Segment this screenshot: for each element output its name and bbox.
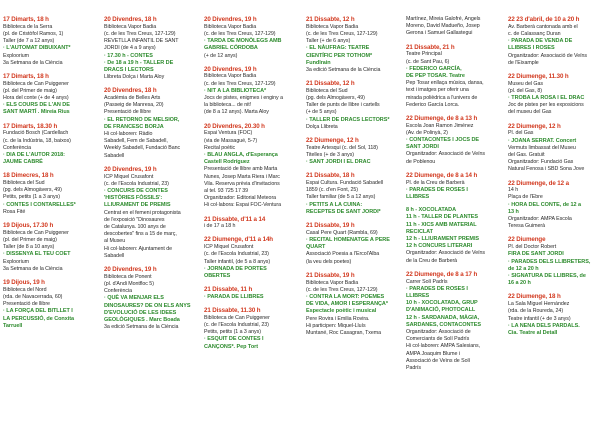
event-detail: (c. de l'Escola Industrial, 23)	[204, 322, 269, 329]
event-note: mirada polièdrica a l'univers de	[406, 94, 478, 101]
event-detail: JORDI (de 4 a 9 anys)	[104, 45, 156, 52]
event-title: Espectacle poètic i musical	[306, 308, 377, 315]
event-title: 12 h - SARDANADA, MÀGIA,	[406, 314, 480, 321]
event-date: 20 Divendres, 20.30 h	[204, 122, 265, 130]
event-date: 22 Diumenge, de 12 a	[508, 179, 569, 187]
agenda-column	[100, 16, 200, 416]
event-detail: Pl. del Gas	[508, 130, 534, 137]
event-note: Exploorium	[3, 52, 29, 59]
event-detail: Escola Joan Ramon Jiménez	[406, 122, 474, 129]
event-note: de l'exposició "Dinosaures	[104, 216, 165, 223]
event-date: 19 Dijous, 17.30 h	[3, 222, 54, 230]
event-detail: Presentació de llibre	[3, 301, 50, 308]
event-detail: (rda. de Navacerrada, 60)	[3, 293, 63, 300]
event-date: 22 Diumenge, 12 h	[306, 137, 359, 145]
event-detail: (c. de la Indústria, 18, baixos)	[3, 137, 71, 144]
event-detail: Fundació Bosch (Cardellach	[3, 130, 69, 137]
event-date: 22 Diumenge, 12 h	[508, 122, 561, 130]
event-entry	[204, 66, 298, 117]
event-note: Weekly Sabadell, Fundació Banc	[104, 145, 181, 152]
event-title: LLIBRES	[406, 292, 430, 299]
event-detail: Petits, petits (1 a 3 anys)	[204, 329, 261, 336]
event-note: al tel. 93 725 17 39	[204, 187, 249, 194]
event-detail: (via de Massagué, 5-7)	[204, 137, 258, 144]
event-title: · DIA DE L'AUTOR 2018:	[3, 151, 65, 158]
event-entry	[406, 44, 500, 109]
event-note: Vila. Reserva prèvia d'invitacions	[204, 180, 280, 187]
event-entry	[3, 123, 96, 167]
event-title: · HORA DEL CONTE, de 12 a	[508, 201, 582, 208]
event-title: SANT MARTÍ . Mireia Rius	[3, 109, 70, 116]
event-date: 18 Dimecres, 18 h	[3, 172, 54, 180]
event-entry	[406, 115, 500, 166]
event-date: 19 Dijous, 19 h	[3, 279, 45, 286]
event-note: Centrat en el femeni protagonista	[104, 209, 181, 216]
event-title: · JOANA SERRAT. Concert	[508, 137, 577, 144]
event-detail: Conferència	[3, 144, 32, 151]
event-entry	[406, 271, 500, 372]
event-entry	[3, 172, 96, 216]
event-title: · SANT JORDI I EL DRAC	[306, 159, 371, 166]
event-entry	[406, 207, 500, 265]
event-date: 17 Dimarts, 18 h	[3, 16, 49, 23]
event-detail: (rda. de la Roureda, 24)	[508, 308, 564, 315]
event-detail: Teatre infantil (+ de 3 anys)	[508, 315, 571, 322]
event-note: Hi participen: Miquel-Lluís	[306, 322, 366, 329]
event-title: DE VIDA, AMOR I ESPERANÇA*	[306, 301, 388, 308]
event-note: Organitzador: Fundació Gas	[508, 159, 574, 166]
event-entry	[508, 73, 596, 117]
event-detail: (c. de l'Escola Industrial, 23)	[204, 251, 269, 258]
event-date: 22 Diumenge, 18 h	[508, 293, 561, 301]
event-detail: (c. de les Tres Creus, 127-129)	[306, 286, 378, 293]
event-entry	[508, 180, 596, 231]
event-title: GEOLÒGIQUES . Marc Boada	[104, 316, 180, 323]
event-detail: Biblioteca de Can Puiggener	[204, 314, 270, 321]
event-note: Exploorium	[3, 258, 29, 265]
event-entry	[3, 16, 96, 67]
event-detail: Biblioteca Vapor Badia	[306, 23, 359, 30]
event-title: · RECITAL HOMENATGE A PERE	[306, 236, 390, 243]
event-note: Martínez, Mireia Galofré, Àngels	[406, 16, 481, 22]
event-note: 3a Setmana de la Ciència	[3, 59, 63, 66]
event-entry	[306, 137, 398, 166]
event-date: 20 Divendres, 19 h	[204, 16, 257, 23]
event-title: 'HISTÒRIES FÒSSILS':	[104, 195, 163, 202]
event-entry	[306, 16, 398, 74]
event-title: D'ANIMACIÓ, PHOTOCALL	[406, 307, 476, 314]
event-detail: Taller (de 7 a 12 anys)	[3, 38, 55, 45]
event-detail: Taller de punts de llibre i cartells	[306, 102, 380, 109]
event-title: · PARADES DE ROSES I	[406, 285, 468, 292]
event-note: Organitzador: Associació de Veïns	[508, 52, 588, 59]
event-date: 20 Divendres, 18 h	[104, 16, 157, 23]
event-note: Teresa Guimerà	[508, 223, 545, 230]
event-note: Moreno, David Madueño, Josep	[406, 23, 480, 30]
event-date: 20 Divendres, 18 h	[104, 87, 157, 95]
event-note: la biblioteca... de nit!	[204, 102, 252, 109]
event-title: LA PERCUSSIÓ, de Conxita	[3, 315, 75, 322]
event-note: Jocs de pistes, enigmes i enginy a	[204, 95, 283, 102]
event-entry	[204, 123, 298, 210]
event-detail: Taller (+ de 6 anys)	[306, 38, 351, 45]
event-note: del museu del Gas	[508, 109, 552, 116]
event-entry	[406, 16, 500, 38]
event-title: LLIURAMENT DE PREMIS	[104, 202, 171, 209]
event-detail: Biblioteca del Sud	[3, 180, 45, 187]
event-detail: (c. de les Tres Creus, 127-129)	[104, 30, 176, 37]
event-date: 22 Diumenge, de 8 a 13 h	[406, 114, 478, 122]
event-detail: ICP Miquel Crusafont	[204, 244, 254, 251]
event-note: Associació de Veïns de Solí	[406, 357, 471, 364]
event-detail: Petits, petits (1 a 3 anys)	[3, 194, 60, 201]
event-entry	[3, 222, 96, 273]
agenda-column	[0, 16, 100, 416]
event-entry	[306, 272, 398, 337]
event-title: · PETITS A LA CUINA:	[306, 201, 363, 208]
event-title: 11 h - TALLER DE PLANTES	[406, 214, 479, 221]
event-title: · BLAU ANGLA, d'Esperança	[204, 151, 278, 158]
event-title: · TROBA LA ROSA I EL DRAC	[508, 95, 585, 102]
event-detail: Conferència	[104, 288, 133, 295]
event-title: · LA FORÇA DEL BITLLET I	[3, 308, 73, 315]
event-title: RECICLAT	[406, 228, 433, 235]
event-entry	[104, 87, 196, 160]
event-title: D'EVOLUCIÓ DE LES IDEES	[104, 309, 177, 316]
event-note: 3a Setmana de la Ciència	[3, 265, 63, 272]
event-detail: Biblioteca de Can Puiggener	[3, 229, 69, 236]
event-note: de Poblenou	[406, 158, 436, 165]
event-detail: Biblioteca Vapor Badia	[104, 23, 157, 30]
event-note: Pep Tosar enllaça música, dansa,	[406, 80, 484, 87]
event-note: Comerciants de Solí Padrís	[406, 336, 470, 343]
event-date: 22 Diumenge, 11.30 h	[508, 72, 569, 80]
event-title: · 17.30 h - CONTES	[104, 52, 153, 59]
agenda-column	[504, 16, 600, 416]
event-detail: Biblioteca de Can Puiggener	[3, 80, 69, 87]
event-detail: Biblioteca del Sud	[306, 87, 348, 94]
event-entry	[204, 307, 298, 351]
event-title: Fundlrain	[306, 59, 331, 66]
event-date: 22 Diumenge	[508, 236, 546, 244]
event-title: QUART	[306, 244, 326, 251]
event-note: Hi col·laboren: Ràdio	[104, 131, 153, 138]
event-detail: (Passeig de Manresa, 20)	[104, 102, 164, 109]
event-title: · NIT A LA BIBLIOTECA*	[204, 87, 267, 94]
event-date: 21 Dissabte, 19 h	[306, 222, 355, 230]
event-detail: (Av. de Polinyà, 2)	[406, 129, 448, 136]
event-title: 12 h CONCURS LITERARI	[406, 243, 473, 250]
event-title: · EL RETORNO DE MELSIOR,	[104, 116, 180, 123]
event-note: Pere Rovira i Emilia Rovira.	[306, 315, 370, 322]
event-detail: Plaça de l'Ebre	[508, 194, 543, 201]
event-entry	[3, 279, 96, 330]
event-note: Hi col·labora: Espai FOC-Ventura	[204, 202, 282, 209]
event-detail: (pl. del Gas, 8)	[508, 87, 542, 94]
event-entry	[508, 16, 596, 67]
event-title: · PARADA DE VENDA DE	[508, 38, 573, 45]
event-detail: Espai Cultura. Fundació Sabadell	[306, 180, 384, 187]
event-title: Tarruell	[3, 322, 23, 329]
event-note: Padrís	[406, 364, 422, 371]
event-date: 21 Dissabte, 12 h	[306, 80, 355, 88]
event-title: · JORNADA DE PORTES	[204, 265, 267, 272]
event-title: 10 h - XOCOLATADA, GRUP	[406, 300, 478, 307]
event-detail: Carrer Solí Padrís	[406, 278, 448, 285]
event-title: · LA NENA DELS PARDALS.	[508, 322, 580, 329]
event-detail: ICP Miquel Crusafont	[104, 173, 154, 180]
event-detail: (c. de Sant Pau, 6)	[406, 58, 450, 65]
agenda-column	[302, 16, 402, 416]
event-title: · De 18 a 19 h - TALLER DE	[104, 59, 174, 66]
event-note: Organitzador: Associació de	[406, 328, 471, 335]
event-note: Joc de pistes per les exposicions	[508, 102, 584, 109]
event-note: Federico García Lorca.	[406, 101, 460, 108]
event-date: 22 Diumenge, d'11 a 14h	[204, 236, 273, 244]
event-detail: (pl. d'Andi Montfloc 5)	[104, 280, 154, 287]
event-date: 22 Diumenge, de 8 a 14 h	[406, 171, 478, 179]
event-date: 21 Dissabte, 21 h	[406, 43, 455, 51]
event-detail: 14 h	[508, 187, 519, 194]
event-detail: Recital poètic	[204, 144, 236, 151]
event-title: DINOSAURES? DE ON ELS ANYS	[104, 302, 191, 309]
event-detail: Titelles (+ de 3 anys)	[306, 151, 355, 158]
event-title: DRACS I LECTORS	[104, 66, 154, 73]
event-entry	[104, 16, 196, 81]
event-entry	[204, 286, 298, 301]
event-note: (+ de 12 anys)	[204, 52, 238, 59]
event-note: de Catalunya. 100 anys de	[104, 223, 166, 230]
event-title: 12 h - LLIURAMENT PREMIS	[406, 235, 480, 242]
event-note: i de 17 a 18 h	[204, 223, 236, 230]
event-title: Castell Rodríguez	[204, 159, 250, 166]
event-date: 21 Dissabte, 12 h	[306, 16, 355, 23]
event-title: SANT JORDI	[406, 144, 439, 151]
event-title: · CONCURS DE CONTES	[104, 187, 168, 194]
event-entry	[204, 216, 298, 231]
event-title: · CONTES I CONTARELLES*	[3, 201, 76, 208]
event-title: DE FRANCESC BORJA	[104, 123, 164, 130]
event-date: 21 Dissabte, d'11 a 14	[204, 215, 266, 223]
event-title: · SIGNATURA DE LLIBRES, de	[508, 273, 586, 279]
event-detail: (pl. del Primer de maig)	[3, 236, 57, 243]
event-title: OBERTES	[204, 273, 231, 279]
event-detail: Teatre Principal	[406, 51, 442, 58]
event-title: · DISSENYA EL TEU COET	[3, 251, 71, 258]
event-detail: (pg. dels Almogàvers, 49)	[306, 95, 365, 102]
event-title: · CONTRA LA MORT: POEMES	[306, 293, 385, 300]
event-note: Organitzador: Editorial Meteora	[204, 195, 277, 202]
event-detail: Hora del conte (+ de 4 anys)	[3, 95, 69, 102]
event-detail: (pl. del Primer de maig)	[3, 87, 57, 94]
event-note: (de 8 a 12 anys). Marta Aloy	[204, 109, 269, 116]
event-detail: (pg. dels Almogàvers, 49)	[3, 187, 62, 194]
event-entry	[508, 236, 596, 287]
event-note: Hi col·laboren: Ajuntament de	[104, 245, 173, 252]
event-date: 20 Divendres, 19 h	[104, 165, 157, 173]
agenda-column	[402, 16, 504, 416]
event-entry	[204, 236, 298, 280]
event-entry	[306, 172, 398, 216]
event-detail: Pl. del Doctor Robert	[508, 244, 557, 251]
event-title: · EL NÀUFRAG: TEATRE	[306, 45, 370, 52]
event-date: 22 23 d'abril, de 10 a 20 h	[508, 16, 580, 23]
event-detail: (pl. de Cristòfol Ramos, 1)	[3, 30, 64, 37]
event-note: Nunes, Josep Marta Riera i Marc	[204, 173, 280, 180]
event-note: Associació Poesia a l'Ercol'Alba	[306, 251, 380, 258]
event-detail: (c. de l'Escola Industrial, 23)	[104, 180, 169, 187]
event-entry	[306, 80, 398, 131]
event-entry	[104, 266, 196, 331]
event-detail: c. de Calassanç Duran	[508, 30, 561, 37]
event-title: LLIBRES	[406, 193, 430, 200]
event-detail: Acadèmia de Belles Arts	[104, 95, 161, 102]
event-date: 20 Divendres, 19 h	[104, 266, 157, 273]
event-note: Organitzador: Associació de Veïns	[406, 151, 486, 158]
event-detail: Museu del Gas	[508, 80, 543, 87]
event-title: 13 h	[508, 208, 519, 215]
event-date: 20 Divendres, 19 h	[204, 65, 257, 73]
event-date: 21 Dissabte, 11 h	[204, 286, 253, 294]
event-note: Sabadell	[104, 252, 125, 259]
event-title: DE PEP TOSAR. Teatre	[406, 72, 465, 79]
event-detail: Biblioteca Vapor Badia	[204, 23, 257, 30]
event-title: · TALLER DE DRACS LECTORS*	[306, 116, 390, 123]
event-note: 3a edició Setmana de la Ciència	[306, 66, 381, 73]
event-date: 17 Dimarts, 18 h	[3, 72, 49, 80]
event-date: 22 Diumenge, de 8 a 17 h	[406, 270, 478, 278]
event-date: 17 Dimarts, 18.30 h	[3, 122, 58, 130]
event-title: · PARADA DE LLIBRES	[204, 293, 264, 300]
event-title: RECEPTES DE SANT JORDI*	[306, 208, 381, 215]
event-date: 21 Dissabte, 11.30 h	[204, 307, 261, 315]
event-note: Natural Fenosa i SBD Sona Jove	[508, 166, 585, 173]
event-note: de l'Eixample	[508, 59, 539, 66]
event-note: text i imatges per oferir una	[406, 87, 469, 94]
event-date: 21 Dissabte, 19 h	[306, 271, 355, 279]
event-detail: REVETLLA INFANTIL DE SANT	[104, 38, 179, 45]
event-title: · FEDERICO GARCÍA,	[406, 65, 462, 72]
event-detail: Biblioteca del Nord	[3, 286, 47, 293]
event-note: Vermuts limbassat del Museu	[508, 144, 576, 151]
event-title: · PARADES DELS LLIBRETERS,	[508, 258, 591, 265]
agenda-column	[200, 16, 302, 416]
event-note: Organitzador: AMPA Escola	[508, 216, 572, 223]
event-note: Organitzador: Associació de Veïns	[406, 250, 486, 257]
event-title: 8 h - XOCOLATADA	[406, 207, 457, 214]
event-detail: Taller infantil, (de 5 a 8 anys)	[204, 258, 271, 265]
event-note: Rosa Fité	[3, 208, 26, 215]
event-title: JAUME CABRÉ	[3, 159, 43, 166]
event-detail: (c. de les Tres Creus, 127-129)	[204, 80, 276, 87]
event-detail: Taller (de 8 a 10 anys)	[3, 244, 55, 251]
event-note: Hi col·laboren: AMPA Salesians,	[406, 343, 481, 350]
event-entry	[508, 123, 596, 174]
event-note: Presentació de llibre amb Marta	[204, 166, 278, 173]
event-note: Llibreta Dolça i Marta Aloy	[104, 74, 165, 81]
event-note: al Museu	[104, 238, 126, 245]
event-detail: La Sala Miguel Hernández	[508, 301, 570, 308]
event-title: SARDANES, CONTACONTES	[406, 321, 481, 328]
event-note: Sabadell	[104, 152, 125, 159]
event-title: LLIBRES I ROSES	[508, 45, 555, 52]
event-detail: Biblioteca de Ponent	[104, 273, 152, 280]
event-title: 11 h - XICS AMB MATERIAL	[406, 221, 477, 228]
event-entry	[204, 16, 298, 60]
event-title: FIRA DE SANT JORDI	[508, 251, 564, 258]
event-entry	[508, 293, 596, 337]
event-note: 3a edició Setmana de la Ciència	[104, 324, 179, 331]
event-title: GABRIEL CÓRDOBA	[204, 45, 258, 52]
event-title: 16 a 20 h	[508, 280, 531, 287]
event-title: · L'AUTOMAT DIBUIXANT*	[3, 45, 71, 52]
event-title: CANÇONS*. Pep Tort	[204, 343, 259, 350]
event-note: AMPA Joaquim Blume i	[406, 350, 460, 357]
event-entry	[406, 172, 500, 201]
event-detail: (c. de les Tres Creus, 127-129)	[306, 30, 378, 37]
event-detail: Biblioteca Vapor Badia	[306, 279, 359, 286]
event-title: CIENTÍFIC PER TOTHOM*	[306, 52, 373, 59]
event-detail: Pl. de la Creu de Barberà	[406, 179, 465, 186]
event-title: · ESQUIT DE CONTES I	[204, 336, 264, 343]
event-note: Gerona i Samuel Gallastegui	[406, 30, 473, 37]
event-detail: Biblioteca Vapor Badia	[204, 73, 257, 80]
event-note: (la veu dels poetes)	[306, 258, 352, 265]
event-title: Cia. Teatre al Detall	[508, 329, 558, 336]
event-detail: Av. Barberà cantonada amb el	[508, 23, 578, 30]
event-detail: 1859 (c. d'en Font, 25)	[306, 187, 358, 194]
event-detail: Biblioteca de la Serra	[3, 23, 53, 30]
event-detail: (+ de 5 anys)	[306, 109, 337, 116]
event-title: · QUÈ VA MENJAR ELS	[104, 295, 164, 302]
event-detail: Presentació de llibre	[104, 109, 151, 116]
event-note: de la Creu de Barberà	[406, 257, 458, 264]
event-entry	[3, 73, 96, 117]
event-note: descobertes" fins a 15 de març,	[104, 231, 177, 238]
event-detail: Espai Ventura (FOC)	[204, 130, 253, 137]
event-title: · PARADES DE ROSES I	[406, 186, 468, 193]
event-note: Sabadell, Fem de Sabadell,	[104, 138, 168, 145]
event-title: · CONTACONTES I JOCS DE	[406, 137, 480, 144]
event-title: de 12 a 20 h	[508, 265, 539, 272]
event-title: · ELS COURS DE L'AN DE	[3, 102, 70, 109]
event-detail: Teatre Artesqui (c. del Sol, 118)	[306, 144, 378, 151]
event-detail: Casal Pere Quart (Rambla, 69)	[306, 229, 378, 236]
event-entry	[306, 222, 398, 266]
event-detail: (c. de les Tres Creus, 127-129)	[204, 30, 276, 37]
event-note: Dolça Llibreta	[306, 123, 338, 130]
event-note: del Gas. Gratuït	[508, 151, 545, 158]
event-title: · TARDA DE MONÒLEGS AMB	[204, 38, 282, 45]
event-date: 21 Dissabte, 18 h	[306, 172, 355, 180]
event-entry	[104, 166, 196, 260]
event-note: Muntané, Roc Casagran, Txema	[306, 329, 382, 336]
event-detail: Taller familiar (de 5 a 12 anys)	[306, 194, 376, 201]
